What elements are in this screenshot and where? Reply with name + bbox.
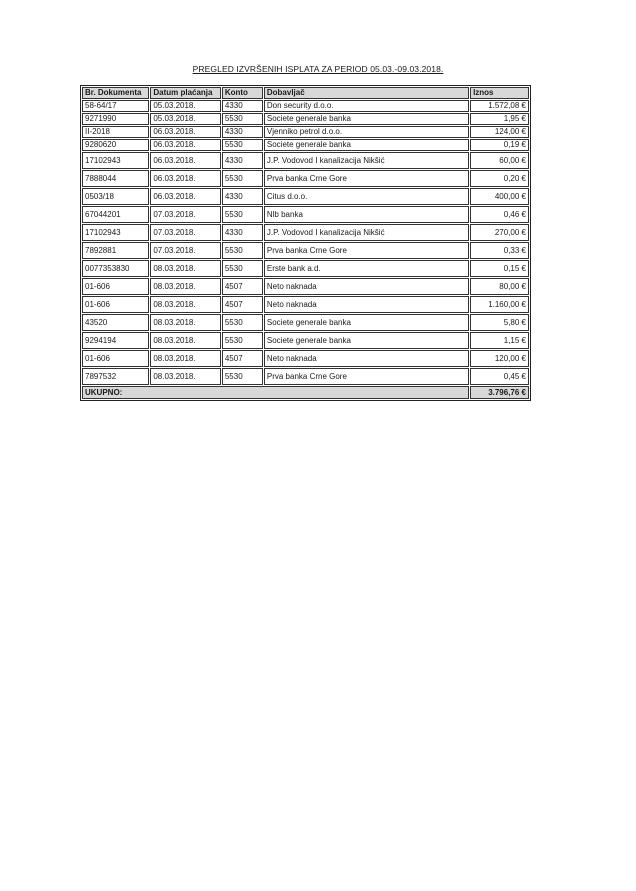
total-amount: 3.796,76 € [470, 386, 529, 399]
table-row [82, 350, 529, 367]
cell-document: 01-606 [82, 278, 149, 295]
cell-document: 9271990 [82, 113, 149, 125]
cell-supplier: Societe generale banka [264, 332, 469, 349]
cell-konto: 4330 [222, 224, 263, 241]
column-header-konto: Konto [222, 87, 263, 99]
cell-amount: 60,00 € [470, 152, 529, 169]
cell-date: 08.03.2018. [150, 332, 221, 349]
cell-amount: 5,80 € [470, 314, 529, 331]
cell-konto: 5530 [222, 314, 263, 331]
cell-amount: 1,15 € [470, 332, 529, 349]
cell-date: 06.03.2018. [150, 139, 221, 151]
cell-date: 08.03.2018. [150, 296, 221, 313]
cell-supplier: Erste bank a.d. [264, 260, 469, 277]
cell-konto: 5530 [222, 332, 263, 349]
cell-konto: 5530 [222, 260, 263, 277]
cell-supplier: Societe generale banka [264, 139, 469, 151]
cell-date: 08.03.2018. [150, 368, 221, 385]
table-row [82, 152, 529, 169]
table-row [82, 296, 529, 313]
cell-konto: 4330 [222, 100, 263, 112]
table-row [82, 139, 529, 151]
cell-document: 01-606 [82, 296, 149, 313]
cell-konto: 5530 [222, 242, 263, 259]
cell-supplier: Prva banka Crne Gore [264, 368, 469, 385]
cell-supplier: J.P. Vodovod I kanalizacija Nikšić [264, 152, 469, 169]
cell-supplier: Prva banka Crne Gore [264, 170, 469, 187]
cell-konto: 5530 [222, 139, 263, 151]
table-row [82, 113, 529, 125]
cell-document: 9280620 [82, 139, 149, 151]
cell-date: 08.03.2018. [150, 314, 221, 331]
table-row [82, 170, 529, 187]
cell-amount: 0,45 € [470, 368, 529, 385]
report-title: PREGLED IZVRŠENIH ISPLATA ZA PERIOD 05.03.-09.03.2018. [192, 64, 444, 74]
cell-amount: 0,33 € [470, 242, 529, 259]
cell-supplier: Nlb banka [264, 206, 469, 223]
cell-konto: 4507 [222, 350, 263, 367]
cell-amount: 0,20 € [470, 170, 529, 187]
cell-konto: 4507 [222, 278, 263, 295]
table-row [82, 278, 529, 295]
cell-amount: 0,15 € [470, 260, 529, 277]
cell-date: 07.03.2018. [150, 242, 221, 259]
total-row [82, 386, 529, 399]
table-row [82, 242, 529, 259]
cell-konto: 4507 [222, 296, 263, 313]
cell-date: 06.03.2018. [150, 188, 221, 205]
cell-supplier: Vjenniko petrol d.o.o. [264, 126, 469, 138]
cell-supplier: Citus d.o.o. [264, 188, 469, 205]
cell-date: 08.03.2018. [150, 278, 221, 295]
cell-amount: 270,00 € [470, 224, 529, 241]
cell-date: 06.03.2018. [150, 126, 221, 138]
cell-date: 06.03.2018. [150, 152, 221, 169]
cell-date: 05.03.2018. [150, 100, 221, 112]
cell-document: 0077353830 [82, 260, 149, 277]
cell-konto: 5530 [222, 170, 263, 187]
table-row [82, 314, 529, 331]
table-row [82, 100, 529, 112]
cell-konto: 5530 [222, 206, 263, 223]
table-header-row [82, 87, 529, 99]
column-header-document: Br. Dokumenta [82, 87, 149, 99]
cell-amount: 1.160,00 € [470, 296, 529, 313]
cell-supplier: Societe generale banka [264, 113, 469, 125]
cell-document: 01-606 [82, 350, 149, 367]
column-header-supplier: Dobavljač [264, 87, 469, 99]
cell-amount: 400,00 € [470, 188, 529, 205]
cell-document: II-2018 [82, 126, 149, 138]
table-row [82, 260, 529, 277]
cell-document: 7888044 [82, 170, 149, 187]
table-row [82, 224, 529, 241]
cell-document: 7892881 [82, 242, 149, 259]
cell-date: 07.03.2018. [150, 206, 221, 223]
cell-supplier: Prva banka Crne Gore [264, 242, 469, 259]
payments-table [80, 85, 531, 401]
total-label: UKUPNO: [82, 386, 469, 399]
cell-konto: 4330 [222, 188, 263, 205]
cell-document: 7897532 [82, 368, 149, 385]
cell-supplier: Societe generale banka [264, 314, 469, 331]
cell-supplier: Don security d.o.o. [264, 100, 469, 112]
table-row [82, 332, 529, 349]
cell-supplier: Neto naknada [264, 296, 469, 313]
cell-date: 08.03.2018. [150, 260, 221, 277]
cell-amount: 1,95 € [470, 113, 529, 125]
cell-amount: 124,00 € [470, 126, 529, 138]
cell-document: 17102943 [82, 224, 149, 241]
cell-konto: 5530 [222, 113, 263, 125]
column-header-date: Datum plaćanja [150, 87, 221, 99]
cell-konto: 5530 [222, 368, 263, 385]
cell-document: 43520 [82, 314, 149, 331]
cell-document: 67044201 [82, 206, 149, 223]
cell-supplier: Neto naknada [264, 278, 469, 295]
cell-amount: 0,19 € [470, 139, 529, 151]
table-body [82, 100, 529, 385]
cell-date: 08.03.2018. [150, 350, 221, 367]
cell-date: 05.03.2018. [150, 113, 221, 125]
cell-amount: 120,00 € [470, 350, 529, 367]
table-row [82, 188, 529, 205]
column-header-amount: Iznos [470, 87, 529, 99]
cell-document: 9294194 [82, 332, 149, 349]
table-row [82, 368, 529, 385]
cell-supplier: J.P. Vodovod I kanalizacija Nikšić [264, 224, 469, 241]
table-row [82, 126, 529, 138]
cell-document: 0503/18 [82, 188, 149, 205]
cell-amount: 80,00 € [470, 278, 529, 295]
cell-supplier: Neto naknada [264, 350, 469, 367]
cell-document: 17102943 [82, 152, 149, 169]
cell-document: 58-64/17 [82, 100, 149, 112]
cell-date: 07.03.2018. [150, 224, 221, 241]
cell-amount: 1.572,08 € [470, 100, 529, 112]
cell-amount: 0,46 € [470, 206, 529, 223]
cell-konto: 4330 [222, 152, 263, 169]
cell-konto: 4330 [222, 126, 263, 138]
table-row [82, 206, 529, 223]
cell-date: 06.03.2018. [150, 170, 221, 187]
